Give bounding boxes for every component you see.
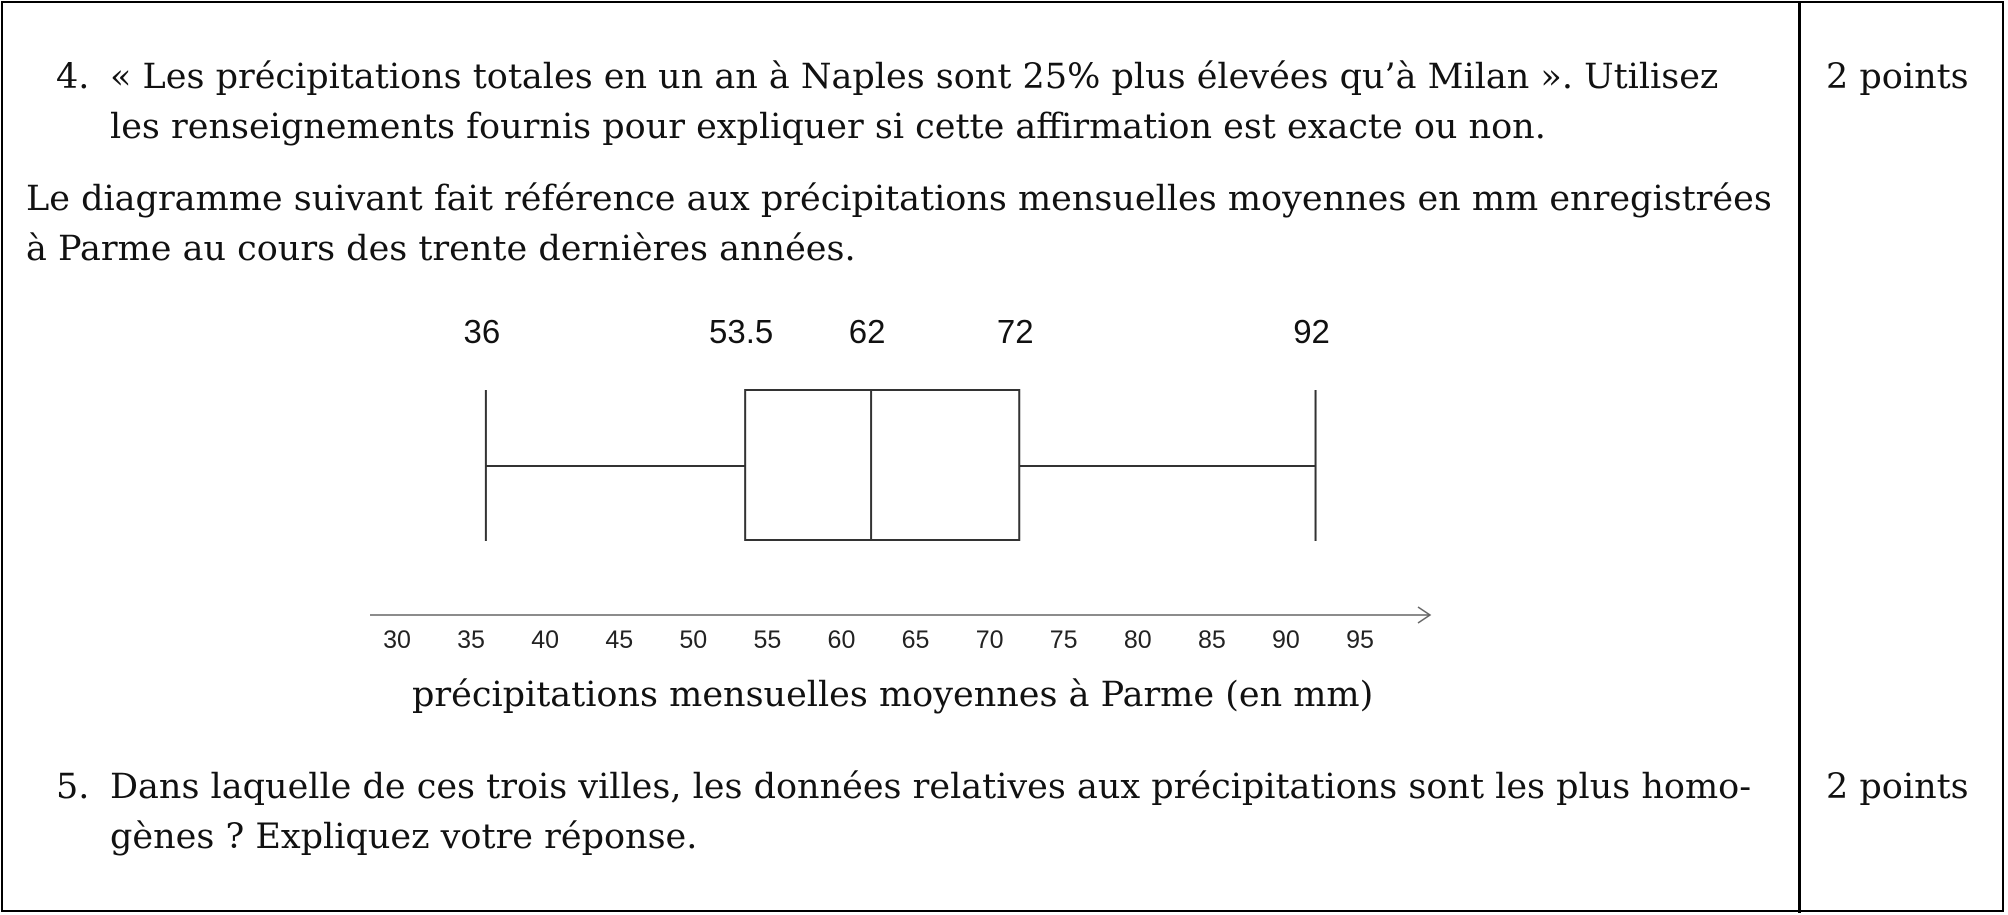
question-4-number: 4.	[56, 57, 90, 97]
x-tick-label: 60	[827, 626, 856, 654]
question-4-points: 2 points	[1826, 57, 1969, 97]
x-tick-label: 90	[1272, 626, 1300, 654]
x-tick-label: 40	[531, 626, 560, 654]
x-tick-label: 80	[1123, 626, 1152, 654]
x-tick-label: 50	[679, 626, 708, 654]
question-5-points: 2 points	[1826, 767, 1969, 807]
intro-line-2: à Parme au cours des trente dernières années.	[26, 229, 856, 269]
x-tick-label: 30	[383, 626, 411, 654]
question-4-line-1: « Les précipitations totales en un an à Naples sont 25% plus élevées qu’à Milan ». Utilisez	[110, 57, 1719, 97]
question-5-number: 5.	[56, 767, 90, 807]
question-5-text	[110, 762, 1790, 862]
x-tick-label: 35	[457, 626, 485, 654]
question-4-line-2: les renseignements fournis pour expliquer si cette affirmation est exacte ou non.	[110, 107, 1546, 147]
iqr-box	[745, 390, 1019, 540]
question-5-line-2: gènes ? Expliquez votre réponse.	[110, 817, 698, 857]
value-label-q3: 72	[996, 313, 1034, 350]
value-label-median: 62	[848, 313, 886, 350]
x-tick-label: 55	[753, 626, 782, 654]
x-tick-label: 65	[901, 626, 930, 654]
x-tick-label: 45	[605, 626, 634, 654]
value-label-q1: 53.5	[709, 313, 774, 350]
intro-line-1: Le diagramme suivant fait référence aux précipitations mensuelles moyennes en mm enregistrées	[26, 179, 1772, 219]
x-axis-label: précipitations mensuelles moyennes à Parme (en mm)	[412, 675, 1374, 715]
question-5-line-1: Dans laquelle de ces trois villes, les données relatives aux précipitations sont les plus homo-	[110, 767, 1752, 807]
value-label-min: 36	[463, 313, 501, 350]
x-tick-label: 85	[1197, 626, 1226, 654]
value-label-max: 92	[1293, 313, 1330, 350]
x-tick-label: 75	[1049, 626, 1078, 654]
x-tick-label: 70	[975, 626, 1004, 654]
x-tick-label: 95	[1346, 626, 1374, 654]
